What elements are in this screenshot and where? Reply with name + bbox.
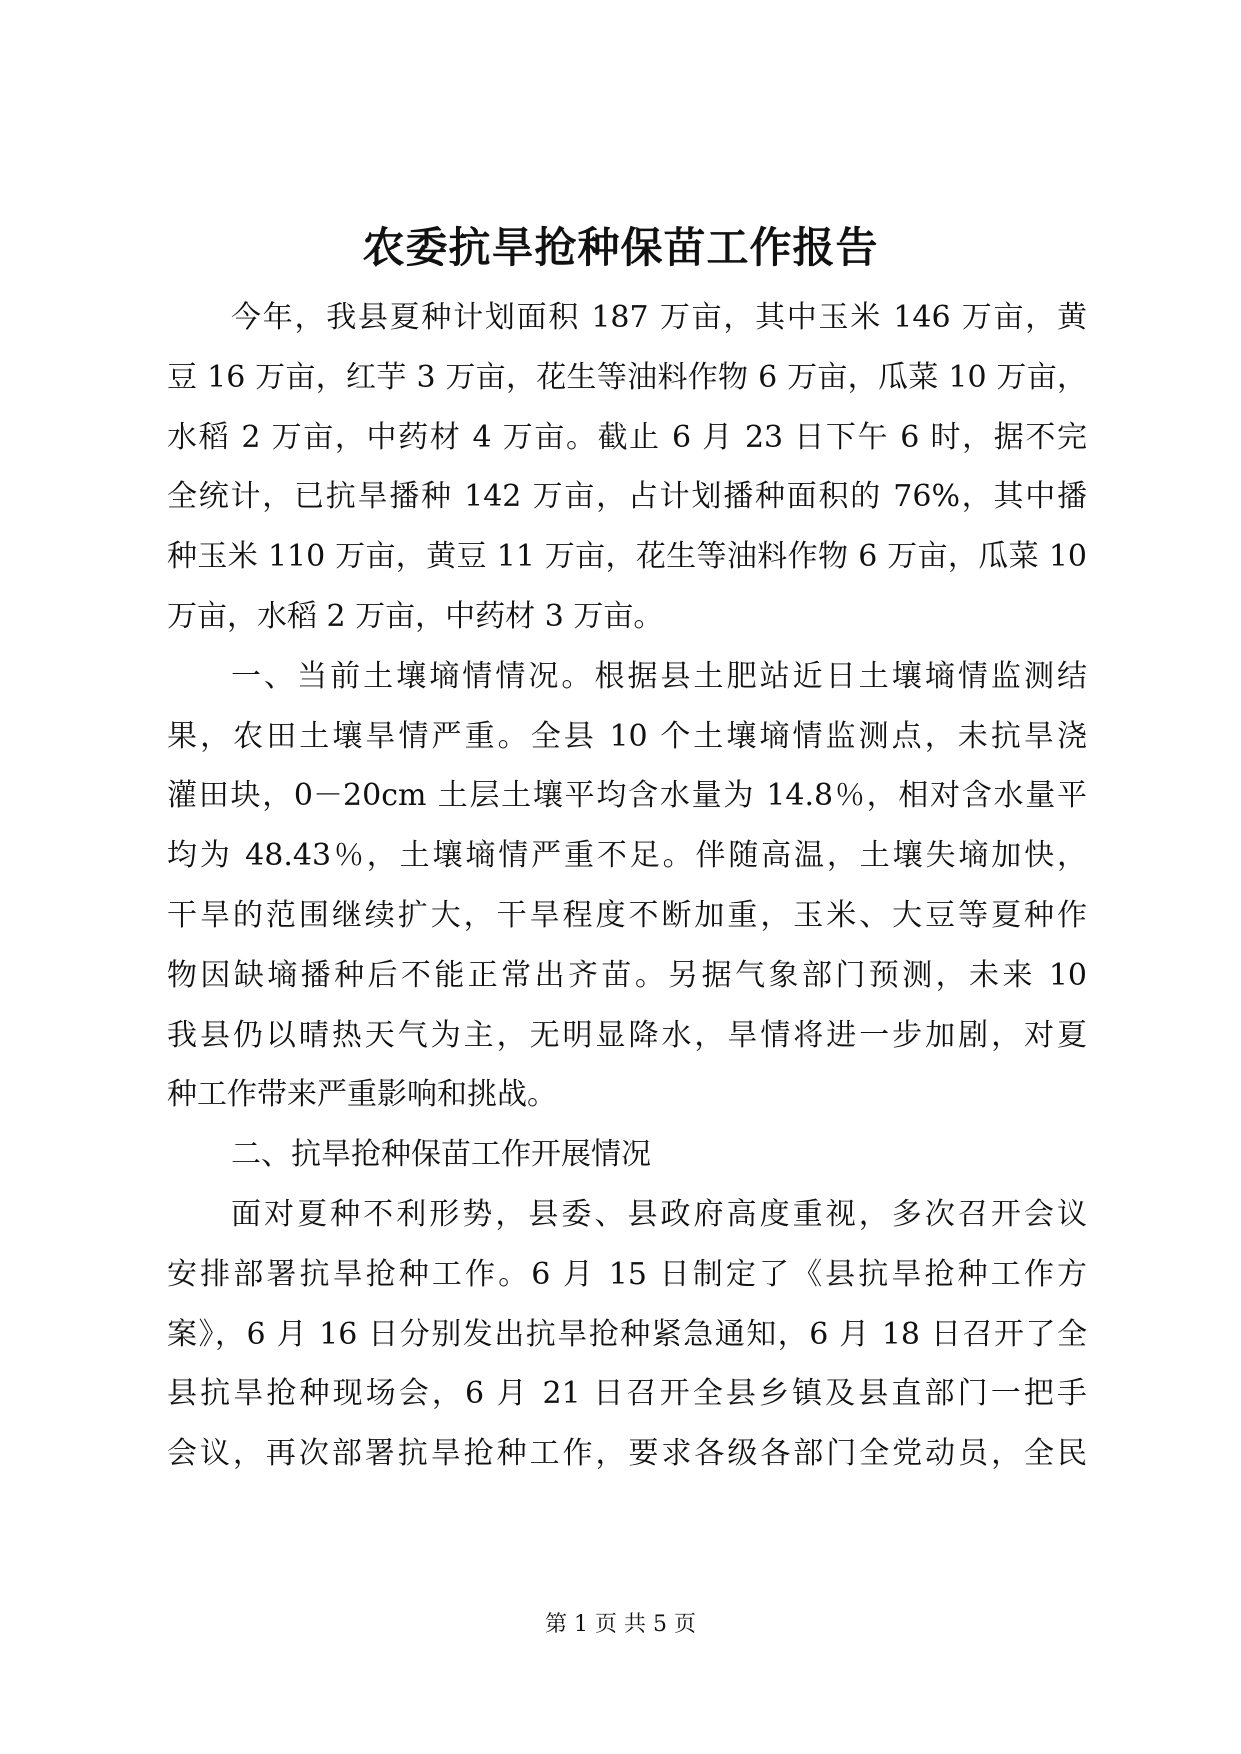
paragraph-1-line-1: 今年，我县夏种计划面积 187 万亩，其中玉米 146 万亩，黄 xyxy=(231,300,1087,335)
page-footer: 第 1 页 共 5 页 xyxy=(545,1612,696,1637)
paragraph-3-line-2: 安排部署抗旱抢种工作。6 月 15 日制定了《县抗旱抢种工作方 xyxy=(167,1256,1087,1292)
paragraph-3-line-4: 县抗旱抢种现场会，6 月 21 日召开全县乡镇及县直部门一把手 xyxy=(167,1376,1087,1412)
document-body xyxy=(167,288,1087,1484)
paragraph-2-line-3: 灌田块，0－20cm 土层土壤平均含水量为 14.8％，相对含水量平 xyxy=(167,778,1087,814)
paragraph-2-line-1: 一、当前土壤墒情情况。根据县土肥站近日土壤墒情监测结 xyxy=(231,658,1087,694)
paragraph-1-line-5: 种玉米 110 万亩，黄豆 11 万亩，花生等油料作物 6 万亩，瓜菜 10 xyxy=(167,539,1087,575)
paragraph-1-line-4: 全统计，已抗旱播种 142 万亩，占计划播种面积的 76%，其中播 xyxy=(167,479,1087,515)
paragraph-2-line-5: 干旱的范围继续扩大，干旱程度不断加重，玉米、大豆等夏种作 xyxy=(167,897,1087,933)
paragraph-2-line-8: 种工作带来严重影响和挑战。 xyxy=(167,1077,557,1113)
paragraph-3-line-3: 案》，6 月 16 日分别发出抗旱抢种紧急通知，6 月 18 日召开了全 xyxy=(167,1316,1087,1352)
paragraph-1-line-3: 水稻 2 万亩，中药材 4 万亩。截止 6 月 23 日下午 6 时，据不完 xyxy=(167,419,1087,455)
page-title: 农委抗旱抢种保苗工作报告 xyxy=(362,223,879,272)
section-heading: 二、抗旱抢种保苗工作开展情况 xyxy=(231,1137,651,1173)
paragraph-3-line-1: 面对夏种不利形势，县委、县政府高度重视，多次召开会议 xyxy=(231,1196,1087,1232)
paragraph-1-line-6: 万亩，水稻 2 万亩，中药材 3 万亩。 xyxy=(167,598,664,634)
paragraph-2-line-2: 果，农田土壤旱情严重。全县 10 个土壤墒情监测点，未抗旱浇 xyxy=(167,718,1087,754)
paragraph-2-line-4: 均为 48.43％，土壤墒情严重不足。伴随高温，土壤失墒加快， xyxy=(167,838,1087,874)
paragraph-2-line-6: 物因缺墒播种后不能正常出齐苗。另据气象部门预测，未来 10 xyxy=(167,957,1087,993)
paragraph-1-line-2: 豆 16 万亩，红芋 3 万亩，花生等油料作物 6 万亩，瓜菜 10 万亩， xyxy=(167,359,1087,395)
paragraph-3-line-5: 会议，再次部署抗旱抢种工作，要求各级各部门全党动员，全民 xyxy=(167,1436,1087,1472)
paragraph-2-line-7: 我县仍以晴热天气为主，无明显降水，旱情将进一步加剧，对夏 xyxy=(167,1017,1087,1053)
